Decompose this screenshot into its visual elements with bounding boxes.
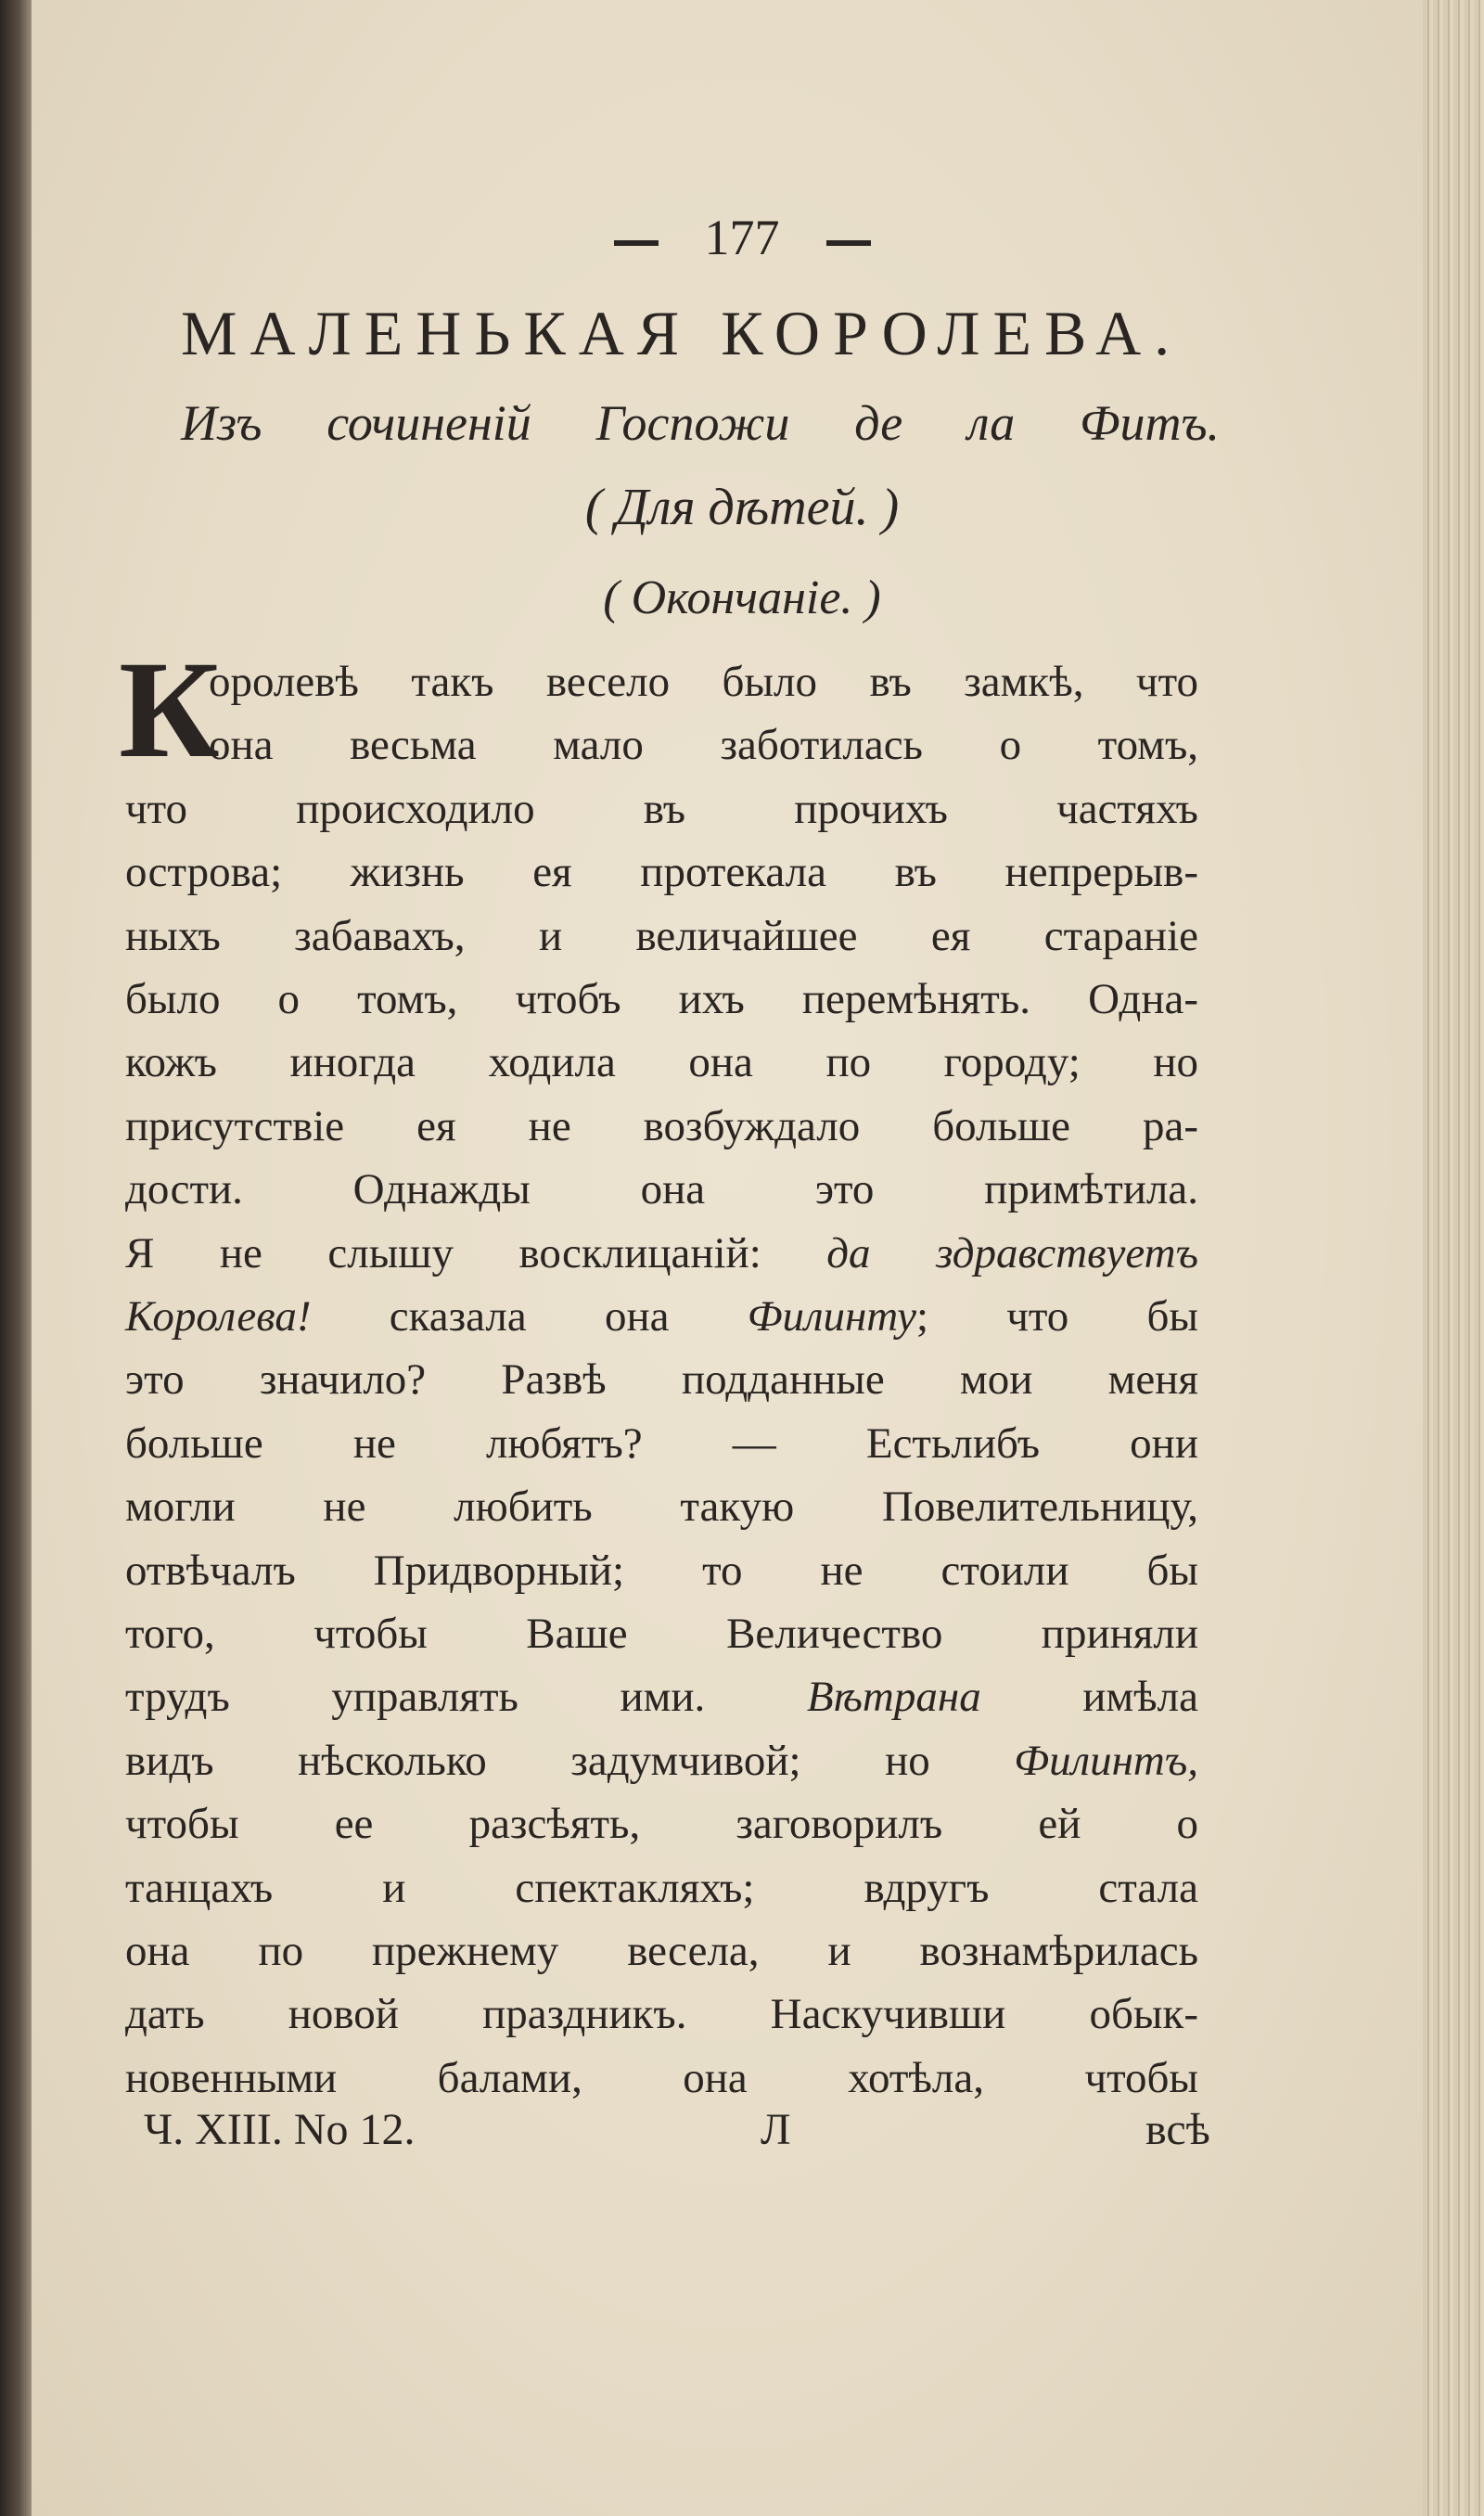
text-line	[125, 1098, 1198, 1154]
text-segment: чтобы ее разсѣять, заговорилъ ей о	[125, 1800, 1198, 1849]
text-line	[125, 1162, 1198, 1217]
catchword: всѣ	[1145, 2105, 1210, 2154]
audience-note: ( Для дѣтей. )	[584, 479, 900, 536]
chapter-title: МАЛЕНЬКАЯ КОРОЛЕВА.	[181, 298, 1183, 368]
book-binding	[0, 0, 32, 2516]
text-line	[125, 1860, 1198, 1916]
text-segment: ныхъ забавахъ, и величайшее ея стараніе	[125, 911, 1198, 960]
text-line	[125, 1986, 1198, 2042]
text-line	[125, 971, 1198, 1027]
text-segment: она по прежнему весела, и вознамѣрилась	[125, 1927, 1198, 1975]
text-segment: оролевѣ такъ весело было въ замкѣ, что	[209, 658, 1198, 706]
text-segment: видъ нѣсколько задумчивой; но	[125, 1736, 1015, 1785]
text-line	[125, 1543, 1198, 1598]
text-segment: было о томъ, чтобъ ихъ перемѣнять. Одна-	[125, 975, 1198, 1023]
text-segment: присутствіе ея не возбуждало больше ра-	[125, 1101, 1198, 1150]
text-line	[125, 1416, 1198, 1471]
text-segment: это значило? Развѣ подданные мои меня	[125, 1355, 1198, 1405]
chapter-subtitle: Изъ сочиненій Госпожи де ла Фитъ.	[181, 395, 1220, 451]
dash-right	[826, 240, 871, 246]
text-segment: дать новой праздникъ. Наскучивши обык-	[125, 1990, 1198, 2039]
text-segment: кожъ иногда ходила она по городу; но	[125, 1038, 1198, 1087]
text-segment: дости. Однажды она это примѣтила.	[125, 1165, 1198, 1214]
page-edges	[1423, 0, 1484, 2516]
gathering-mark: Л	[761, 2105, 791, 2154]
signature-mark: Ч. XIII. No 12.	[144, 2105, 416, 2154]
text-line	[125, 1669, 1198, 1725]
italic-text: Филинту	[747, 1292, 916, 1341]
text-line	[125, 781, 1198, 837]
italic-text: Вѣтрана	[806, 1673, 981, 1722]
italic-text: Филинтъ,	[1014, 1736, 1198, 1785]
text-segment: ; что бы	[915, 1292, 1199, 1341]
text-segment: отвѣчалъ Придворный; то не стоили бы	[125, 1546, 1198, 1595]
text-line	[125, 844, 1198, 900]
text-line	[125, 1352, 1198, 1407]
page-number: 177	[704, 210, 780, 265]
page-number-header	[0, 209, 1484, 266]
text-line	[125, 1606, 1198, 1662]
text-segment: острова; жизнь ея протекала въ непрерыв-	[125, 848, 1198, 897]
text-line	[125, 1034, 1198, 1090]
text-segment: имѣла	[980, 1673, 1198, 1722]
text-segment: танцахъ и спектакляхъ; вдругъ стала	[125, 1863, 1198, 1912]
italic-text: Королева!	[125, 1292, 312, 1341]
text-line	[125, 1923, 1198, 1979]
text-segment: новенными балами, она хотѣла, чтобы	[125, 2053, 1198, 2102]
text-segment: что происходило въ прочихъ частяхъ	[125, 784, 1198, 833]
text-segment: больше не любятъ? — Естьлибъ они	[125, 1418, 1198, 1468]
text-segment: она весьма мало заботилась о томъ,	[209, 721, 1198, 770]
text-line	[209, 717, 1198, 773]
text-segment: могли не любить такую Повелительницу,	[125, 1483, 1198, 1532]
text-segment: Я не слышу восклицаній:	[125, 1228, 827, 1277]
drop-cap: К	[119, 633, 220, 787]
text-segment: сказала она	[311, 1292, 748, 1341]
text-line	[125, 1733, 1198, 1789]
text-line	[125, 1289, 1198, 1344]
text-line	[125, 1796, 1198, 1852]
italic-text: да здравствуетъ	[826, 1228, 1198, 1277]
text-line	[209, 654, 1198, 710]
text-line	[125, 2050, 1198, 2106]
text-line	[125, 1226, 1198, 1281]
text-line	[125, 1479, 1198, 1534]
text-line	[125, 908, 1198, 964]
text-segment: трудъ управлять ими.	[125, 1673, 807, 1722]
text-segment: того, чтобы Ваше Величество приняли	[125, 1610, 1198, 1658]
dash-left	[614, 240, 659, 246]
continuation-note: ( Окончаніе. )	[603, 571, 881, 624]
